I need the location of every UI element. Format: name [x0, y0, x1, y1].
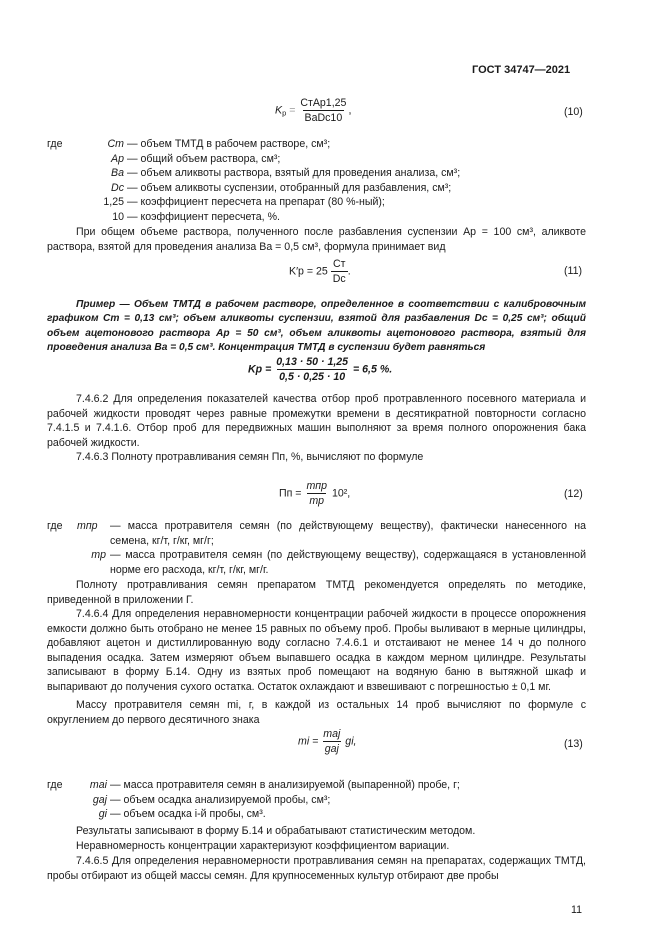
def-text: — объем аликвоты суспензии, отобранный для разбавления, см³;: [126, 181, 452, 194]
paragraph-total-volume: При общем объеме раствора, полученного после разбавления суспензии Aр = 100 см³, аликвоте раствора, взятой для проведения анализа Bа = 0,5 см³, формула принимает вид: [47, 226, 586, 253]
where-label: где: [47, 779, 63, 791]
example-paragraph: Пример — Объем ТМТД в рабочем растворе, определенное в соответствии с калибровочным графиком Cт = 0,13 см³; объем аликвоты суспензии, взятой для разбавления Dс = 0,25 см³; общий объем ацетонового раствора Aр = 50 см³, объем аликвоты ацетонового раствора, взятый для проведения анализа Bа = 0,5 см³. Концентрация ТМТД в суспензии будет равняться: [47, 299, 586, 354]
where-label: где: [47, 138, 63, 150]
def-text: — объем осадка i-й пробы, см³.: [109, 808, 266, 821]
def-symbol: Dс: [111, 181, 124, 194]
def-text: — коэффициент пересчета, %.: [126, 210, 280, 223]
def-text: — общий объем раствора, см³;: [126, 152, 281, 165]
equation-13-rhs: gi,: [345, 735, 357, 748]
equation-10-numerator: CтAр1,25: [300, 97, 347, 109]
def-symbol: mai: [89, 779, 107, 791]
equation-13-denominator: gaj: [324, 743, 339, 755]
paragraph-7-4-6-5: 7.4.6.5 Для определения неравномерности протравливания семян на препаратах, содержащих ТМТД, пробы отбирают из общей массы семян. Для крупносеменных культур отбирают две пробы: [47, 855, 586, 882]
def-text: — масса протравителя семян в анализируемой (выпаренной) пробе, г;: [109, 779, 460, 791]
paragraph-recommend: Полноту протравливания семян препаратом ТМТД рекомендуется определять по методике, приведенной в приложении Г.: [47, 579, 586, 606]
def-symbol: mпр: [77, 520, 98, 532]
equation-11-numerator: Cт: [332, 258, 346, 270]
example-equation-lhs: Kр =: [248, 363, 272, 376]
equation-10-number: (10): [564, 106, 583, 118]
def-symbol: gi: [98, 808, 107, 821]
def-symbol: Aр: [111, 152, 124, 165]
equation-13-numerator: maj: [323, 728, 341, 740]
equation-12-number: (12): [564, 488, 583, 500]
paragraph-7-4-6-2: 7.4.6.2 Для определения показателей качества отбор проб протравленного посевного материала и рабочей жидкости проводят через равные промежутки времени в десятикратной повторности согласно 7.4.1.5 и 7.4.1.6. Отбор проб для передвижных машин выполняют за время полного опорожнения бака рабочей жидкости.: [47, 393, 586, 449]
equation-12-denominator: mр: [309, 495, 325, 507]
equation-11: K′р = 25 $\frac{Cт}{Dс}$ .: [289, 258, 351, 285]
equation-12: [279, 480, 350, 507]
def-text: — объем ТМТД в рабочем растворе, см³;: [126, 138, 331, 150]
def-text: — объем осадка анализируемой пробы, см³;: [109, 793, 331, 806]
equation-11-number: (11): [564, 265, 583, 277]
equation-10-fraction: [298, 97, 348, 124]
def-text: — масса протравителя семян (по действующему веществу), содержащаяся в установленной норме его расхода, кг/т, г/кг, мг/г.: [110, 549, 586, 576]
equation-12-lhs: Пп =: [279, 487, 302, 500]
paragraph-results: Результаты записывают в форму Б.14 и обрабатывают статистическим методом.: [76, 825, 476, 837]
example-equation-numerator: 0,13 · 50 · 1,25: [276, 356, 349, 368]
equation-12-numerator: mпр: [306, 480, 327, 492]
where-label: где: [47, 520, 63, 532]
definitions-13: [47, 778, 586, 822]
example-equation: [248, 356, 392, 383]
equation-13-number: (13): [564, 738, 583, 750]
document-code: ГОСТ 34747—2021: [472, 64, 571, 76]
def-symbol: 10: [112, 210, 124, 223]
def-symbol: mр: [91, 549, 106, 562]
definitions-12: [47, 519, 586, 577]
def-symbol: Cт: [107, 138, 124, 150]
def-text: — объем аликвоты раствора, взятый для проведения анализа, см³;: [126, 167, 461, 180]
paragraph-nonuniform: Неравномерность концентрации характеризуют коэффициентом вариации.: [76, 840, 450, 852]
paragraph-mass: Массу протравителя семян mi, г, в каждой из остальных 14 проб вычисляют по формуле с округлением до первого десятичного знака: [47, 699, 586, 726]
definitions-10: [47, 137, 586, 225]
equation-10-denominator: BаDс10: [304, 112, 343, 124]
def-symbol: gaj: [92, 793, 107, 806]
equation-11-lhs: K′р = 25: [289, 265, 328, 278]
paragraph-7-4-6-4: 7.4.6.4 Для определения неравномерности концентрации рабочей жидкости в процессе опорожнения емкости должно быть отобрано не менее 15 равных по объему проб. Пробы выливают в мерные цилиндры, добавляют ацетон и дистиллированную воду согласно 7.4.6.1 и отстаивают не менее 14 ч до полного выпадения осадка. Затем измеряют объем выпавшего осадка в каждом мерном цилиндре. Результаты записывают в форму Б.14. Одну из взятых проб помещают на водяную баню в вытяжной шкаф и выпаривают до получения сухого остатка. Остаток охлаждают и взвешивают с погрешностью ± 0,1 мг.: [47, 608, 586, 693]
equation-10: $K_р$ = $\frac{\text{CтAр1,25}}{\text{BаDс10}}$ ,: [275, 97, 352, 124]
equation-11-denominator: Dс: [332, 273, 346, 285]
equation-13-lhs: mi =: [298, 735, 319, 748]
equation-13: [298, 728, 357, 755]
page-number: 11: [571, 904, 582, 916]
equation-12-rhs: 10²,: [331, 487, 351, 500]
def-text: — коэффициент пересчета на препарат (80 %-ный);: [126, 196, 385, 209]
example-equation-denominator: 0,5 · 0,25 · 10: [279, 371, 346, 383]
def-text: — масса протравителя семян (по действующему веществу), фактически нанесенного на семена, кг/т, г/кг, мг/г;: [110, 520, 586, 547]
def-symbol: Bа: [111, 167, 124, 180]
def-symbol: 1,25: [103, 196, 124, 209]
example-equation-rhs: = 6,5 %.: [353, 363, 393, 376]
paragraph-7-4-6-3: 7.4.6.3 Полноту протравливания семян Пп, %, вычисляют по формуле: [76, 451, 424, 463]
